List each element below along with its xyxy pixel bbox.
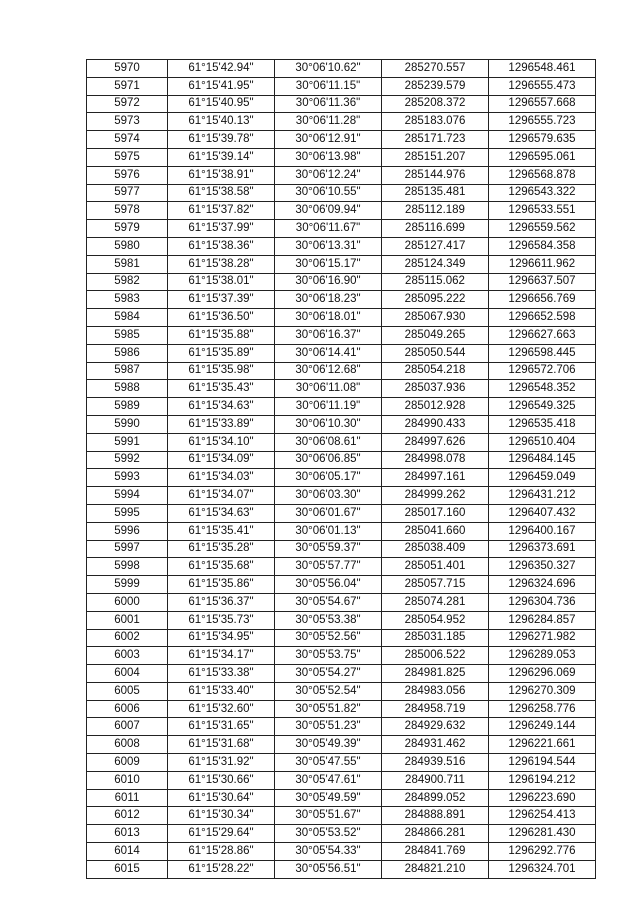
- x-coordinate-cell: 285116.699: [382, 220, 489, 238]
- latitude-cell: 61°15'28.86": [168, 843, 275, 861]
- latitude-cell: 61°15'42.94": [168, 60, 275, 78]
- point-number-cell: 5984: [87, 309, 168, 327]
- y-coordinate-cell: 1296304.736: [489, 593, 596, 611]
- latitude-cell: 61°15'39.14": [168, 148, 275, 166]
- longitude-cell: 30°06'16.37": [275, 326, 382, 344]
- table-row: [87, 220, 596, 238]
- y-coordinate-cell: 1296510.404: [489, 433, 596, 451]
- y-coordinate-cell: 1296281.430: [489, 825, 596, 843]
- point-number-cell: 6011: [87, 789, 168, 807]
- longitude-cell: 30°05'53.52": [275, 825, 382, 843]
- longitude-cell: 30°06'10.30": [275, 415, 382, 433]
- y-coordinate-cell: 1296407.432: [489, 504, 596, 522]
- point-number-cell: 5970: [87, 60, 168, 78]
- point-number-cell: 5988: [87, 380, 168, 398]
- table-row: [87, 166, 596, 184]
- latitude-cell: 61°15'34.09": [168, 451, 275, 469]
- point-number-cell: 5974: [87, 131, 168, 149]
- longitude-cell: 30°06'11.36": [275, 95, 382, 113]
- x-coordinate-cell: 285050.544: [382, 344, 489, 362]
- table-row: [87, 309, 596, 327]
- latitude-cell: 61°15'31.65": [168, 718, 275, 736]
- point-number-cell: 5989: [87, 398, 168, 416]
- table-row: [87, 415, 596, 433]
- table-row: [87, 77, 596, 95]
- latitude-cell: 61°15'34.63": [168, 504, 275, 522]
- table-row: [87, 451, 596, 469]
- point-number-cell: 5994: [87, 487, 168, 505]
- table-row: [87, 344, 596, 362]
- x-coordinate-cell: 284990.433: [382, 415, 489, 433]
- longitude-cell: 30°05'57.77": [275, 558, 382, 576]
- x-coordinate-cell: 285038.409: [382, 540, 489, 558]
- point-number-cell: 6000: [87, 593, 168, 611]
- longitude-cell: 30°06'12.91": [275, 131, 382, 149]
- point-number-cell: 6010: [87, 771, 168, 789]
- table-row: [87, 380, 596, 398]
- y-coordinate-cell: 1296611.962: [489, 255, 596, 273]
- table-row: [87, 860, 596, 878]
- longitude-cell: 30°06'08.61": [275, 433, 382, 451]
- y-coordinate-cell: 1296254.413: [489, 807, 596, 825]
- latitude-cell: 61°15'38.28": [168, 255, 275, 273]
- point-number-cell: 5992: [87, 451, 168, 469]
- point-number-cell: 5990: [87, 415, 168, 433]
- y-coordinate-cell: 1296557.668: [489, 95, 596, 113]
- x-coordinate-cell: 285208.372: [382, 95, 489, 113]
- latitude-cell: 61°15'33.89": [168, 415, 275, 433]
- table-row: [87, 362, 596, 380]
- y-coordinate-cell: 1296656.769: [489, 291, 596, 309]
- x-coordinate-cell: 284998.078: [382, 451, 489, 469]
- longitude-cell: 30°06'09.94": [275, 202, 382, 220]
- table-row: [87, 558, 596, 576]
- y-coordinate-cell: 1296324.696: [489, 576, 596, 594]
- table-row: [87, 469, 596, 487]
- point-number-cell: 6012: [87, 807, 168, 825]
- table-row: [87, 647, 596, 665]
- y-coordinate-cell: 1296637.507: [489, 273, 596, 291]
- latitude-cell: 61°15'39.78": [168, 131, 275, 149]
- longitude-cell: 30°06'18.23": [275, 291, 382, 309]
- y-coordinate-cell: 1296535.418: [489, 415, 596, 433]
- x-coordinate-cell: 285239.579: [382, 77, 489, 95]
- point-number-cell: 6006: [87, 700, 168, 718]
- latitude-cell: 61°15'36.37": [168, 593, 275, 611]
- table-row: [87, 825, 596, 843]
- latitude-cell: 61°15'30.66": [168, 771, 275, 789]
- longitude-cell: 30°06'11.28": [275, 113, 382, 131]
- y-coordinate-cell: 1296194.212: [489, 771, 596, 789]
- table-row: [87, 682, 596, 700]
- latitude-cell: 61°15'33.38": [168, 665, 275, 683]
- longitude-cell: 30°06'01.67": [275, 504, 382, 522]
- y-coordinate-cell: 1296296.069: [489, 665, 596, 683]
- x-coordinate-cell: 284899.052: [382, 789, 489, 807]
- point-number-cell: 5996: [87, 522, 168, 540]
- point-number-cell: 5983: [87, 291, 168, 309]
- latitude-cell: 61°15'41.95": [168, 77, 275, 95]
- x-coordinate-cell: 285095.222: [382, 291, 489, 309]
- longitude-cell: 30°05'56.04": [275, 576, 382, 594]
- latitude-cell: 61°15'38.01": [168, 273, 275, 291]
- x-coordinate-cell: 285017.160: [382, 504, 489, 522]
- latitude-cell: 61°15'35.86": [168, 576, 275, 594]
- x-coordinate-cell: 284997.626: [382, 433, 489, 451]
- x-coordinate-cell: 285144.976: [382, 166, 489, 184]
- x-coordinate-cell: 285115.062: [382, 273, 489, 291]
- point-number-cell: 5971: [87, 77, 168, 95]
- longitude-cell: 30°06'14.41": [275, 344, 382, 362]
- point-number-cell: 6007: [87, 718, 168, 736]
- point-number-cell: 5998: [87, 558, 168, 576]
- table-row: [87, 611, 596, 629]
- latitude-cell: 61°15'35.43": [168, 380, 275, 398]
- y-coordinate-cell: 1296373.691: [489, 540, 596, 558]
- y-coordinate-cell: 1296555.473: [489, 77, 596, 95]
- latitude-cell: 61°15'34.95": [168, 629, 275, 647]
- table-row: [87, 700, 596, 718]
- longitude-cell: 30°05'54.27": [275, 665, 382, 683]
- y-coordinate-cell: 1296543.322: [489, 184, 596, 202]
- x-coordinate-cell: 284866.281: [382, 825, 489, 843]
- x-coordinate-cell: 285006.522: [382, 647, 489, 665]
- table-row: [87, 326, 596, 344]
- y-coordinate-cell: 1296270.309: [489, 682, 596, 700]
- longitude-cell: 30°05'59.37": [275, 540, 382, 558]
- x-coordinate-cell: 285031.185: [382, 629, 489, 647]
- x-coordinate-cell: 284929.632: [382, 718, 489, 736]
- latitude-cell: 61°15'38.58": [168, 184, 275, 202]
- table-row: [87, 202, 596, 220]
- latitude-cell: 61°15'31.68": [168, 736, 275, 754]
- point-number-cell: 5999: [87, 576, 168, 594]
- y-coordinate-cell: 1296555.723: [489, 113, 596, 131]
- x-coordinate-cell: 284888.891: [382, 807, 489, 825]
- latitude-cell: 61°15'35.88": [168, 326, 275, 344]
- y-coordinate-cell: 1296271.982: [489, 629, 596, 647]
- y-coordinate-cell: 1296223.690: [489, 789, 596, 807]
- point-number-cell: 5976: [87, 166, 168, 184]
- table-row: [87, 60, 596, 78]
- point-number-cell: 5973: [87, 113, 168, 131]
- latitude-cell: 61°15'38.91": [168, 166, 275, 184]
- latitude-cell: 61°15'35.89": [168, 344, 275, 362]
- x-coordinate-cell: 284939.516: [382, 754, 489, 772]
- x-coordinate-cell: 285067.930: [382, 309, 489, 327]
- longitude-cell: 30°06'03.30": [275, 487, 382, 505]
- table-row: [87, 736, 596, 754]
- x-coordinate-cell: 285127.417: [382, 237, 489, 255]
- coordinates-table-body: [87, 60, 596, 879]
- y-coordinate-cell: 1296548.352: [489, 380, 596, 398]
- x-coordinate-cell: 285074.281: [382, 593, 489, 611]
- table-row: [87, 398, 596, 416]
- x-coordinate-cell: 285054.218: [382, 362, 489, 380]
- x-coordinate-cell: 285151.207: [382, 148, 489, 166]
- point-number-cell: 6015: [87, 860, 168, 878]
- point-number-cell: 6004: [87, 665, 168, 683]
- table-row: [87, 629, 596, 647]
- point-number-cell: 5995: [87, 504, 168, 522]
- table-row: [87, 843, 596, 861]
- point-number-cell: 5972: [87, 95, 168, 113]
- y-coordinate-cell: 1296568.878: [489, 166, 596, 184]
- x-coordinate-cell: 285183.076: [382, 113, 489, 131]
- x-coordinate-cell: 285049.265: [382, 326, 489, 344]
- y-coordinate-cell: 1296584.358: [489, 237, 596, 255]
- latitude-cell: 61°15'37.99": [168, 220, 275, 238]
- table-row: [87, 237, 596, 255]
- point-number-cell: 5985: [87, 326, 168, 344]
- table-row: [87, 522, 596, 540]
- longitude-cell: 30°06'10.62": [275, 60, 382, 78]
- latitude-cell: 61°15'33.40": [168, 682, 275, 700]
- x-coordinate-cell: 284900.711: [382, 771, 489, 789]
- x-coordinate-cell: 285171.723: [382, 131, 489, 149]
- latitude-cell: 61°15'32.60": [168, 700, 275, 718]
- latitude-cell: 61°15'36.50": [168, 309, 275, 327]
- y-coordinate-cell: 1296652.598: [489, 309, 596, 327]
- x-coordinate-cell: 285112.189: [382, 202, 489, 220]
- latitude-cell: 61°15'29.64": [168, 825, 275, 843]
- longitude-cell: 30°05'47.61": [275, 771, 382, 789]
- x-coordinate-cell: 285037.936: [382, 380, 489, 398]
- coordinates-table: [86, 59, 596, 879]
- y-coordinate-cell: 1296194.544: [489, 754, 596, 772]
- x-coordinate-cell: 284931.462: [382, 736, 489, 754]
- x-coordinate-cell: 284958.719: [382, 700, 489, 718]
- latitude-cell: 61°15'37.82": [168, 202, 275, 220]
- latitude-cell: 61°15'31.92": [168, 754, 275, 772]
- x-coordinate-cell: 284999.262: [382, 487, 489, 505]
- y-coordinate-cell: 1296431.212: [489, 487, 596, 505]
- longitude-cell: 30°06'13.98": [275, 148, 382, 166]
- table-row: [87, 148, 596, 166]
- longitude-cell: 30°05'51.67": [275, 807, 382, 825]
- x-coordinate-cell: 284981.825: [382, 665, 489, 683]
- x-coordinate-cell: 285051.401: [382, 558, 489, 576]
- table-row: [87, 789, 596, 807]
- latitude-cell: 61°15'40.95": [168, 95, 275, 113]
- table-row: [87, 487, 596, 505]
- y-coordinate-cell: 1296548.461: [489, 60, 596, 78]
- point-number-cell: 5982: [87, 273, 168, 291]
- table-row: [87, 291, 596, 309]
- latitude-cell: 61°15'35.98": [168, 362, 275, 380]
- longitude-cell: 30°05'56.51": [275, 860, 382, 878]
- table-row: [87, 255, 596, 273]
- y-coordinate-cell: 1296484.145: [489, 451, 596, 469]
- y-coordinate-cell: 1296249.144: [489, 718, 596, 736]
- table-row: [87, 807, 596, 825]
- table-row: [87, 718, 596, 736]
- y-coordinate-cell: 1296350.327: [489, 558, 596, 576]
- x-coordinate-cell: 285057.715: [382, 576, 489, 594]
- x-coordinate-cell: 284997.161: [382, 469, 489, 487]
- longitude-cell: 30°05'53.75": [275, 647, 382, 665]
- y-coordinate-cell: 1296400.167: [489, 522, 596, 540]
- point-number-cell: 5993: [87, 469, 168, 487]
- point-number-cell: 6005: [87, 682, 168, 700]
- y-coordinate-cell: 1296559.562: [489, 220, 596, 238]
- longitude-cell: 30°06'11.08": [275, 380, 382, 398]
- table-row: [87, 273, 596, 291]
- point-number-cell: 5979: [87, 220, 168, 238]
- point-number-cell: 6002: [87, 629, 168, 647]
- latitude-cell: 61°15'35.73": [168, 611, 275, 629]
- point-number-cell: 5980: [87, 237, 168, 255]
- point-number-cell: 5991: [87, 433, 168, 451]
- table-row: [87, 754, 596, 772]
- latitude-cell: 61°15'34.10": [168, 433, 275, 451]
- longitude-cell: 30°06'06.85": [275, 451, 382, 469]
- longitude-cell: 30°06'11.67": [275, 220, 382, 238]
- table-row: [87, 665, 596, 683]
- y-coordinate-cell: 1296572.706: [489, 362, 596, 380]
- latitude-cell: 61°15'35.41": [168, 522, 275, 540]
- y-coordinate-cell: 1296459.049: [489, 469, 596, 487]
- point-number-cell: 6001: [87, 611, 168, 629]
- point-number-cell: 6014: [87, 843, 168, 861]
- y-coordinate-cell: 1296595.061: [489, 148, 596, 166]
- longitude-cell: 30°06'18.01": [275, 309, 382, 327]
- longitude-cell: 30°06'15.17": [275, 255, 382, 273]
- y-coordinate-cell: 1296292.776: [489, 843, 596, 861]
- x-coordinate-cell: 285041.660: [382, 522, 489, 540]
- table-row: [87, 504, 596, 522]
- point-number-cell: 5978: [87, 202, 168, 220]
- point-number-cell: 5987: [87, 362, 168, 380]
- latitude-cell: 61°15'30.34": [168, 807, 275, 825]
- y-coordinate-cell: 1296549.325: [489, 398, 596, 416]
- point-number-cell: 5975: [87, 148, 168, 166]
- longitude-cell: 30°05'53.38": [275, 611, 382, 629]
- point-number-cell: 6003: [87, 647, 168, 665]
- x-coordinate-cell: 284821.210: [382, 860, 489, 878]
- y-coordinate-cell: 1296579.635: [489, 131, 596, 149]
- longitude-cell: 30°05'54.33": [275, 843, 382, 861]
- latitude-cell: 61°15'34.03": [168, 469, 275, 487]
- latitude-cell: 61°15'35.68": [168, 558, 275, 576]
- y-coordinate-cell: 1296289.053: [489, 647, 596, 665]
- longitude-cell: 30°05'52.54": [275, 682, 382, 700]
- point-number-cell: 6009: [87, 754, 168, 772]
- longitude-cell: 30°06'12.68": [275, 362, 382, 380]
- point-number-cell: 5997: [87, 540, 168, 558]
- latitude-cell: 61°15'30.64": [168, 789, 275, 807]
- point-number-cell: 6008: [87, 736, 168, 754]
- longitude-cell: 30°05'49.59": [275, 789, 382, 807]
- point-number-cell: 5981: [87, 255, 168, 273]
- x-coordinate-cell: 285054.952: [382, 611, 489, 629]
- y-coordinate-cell: 1296324.701: [489, 860, 596, 878]
- point-number-cell: 6013: [87, 825, 168, 843]
- table-row: [87, 540, 596, 558]
- latitude-cell: 61°15'28.22": [168, 860, 275, 878]
- x-coordinate-cell: 284983.056: [382, 682, 489, 700]
- table-row: [87, 131, 596, 149]
- longitude-cell: 30°06'01.13": [275, 522, 382, 540]
- longitude-cell: 30°06'10.55": [275, 184, 382, 202]
- x-coordinate-cell: 285012.928: [382, 398, 489, 416]
- longitude-cell: 30°05'47.55": [275, 754, 382, 772]
- latitude-cell: 61°15'38.36": [168, 237, 275, 255]
- latitude-cell: 61°15'34.07": [168, 487, 275, 505]
- longitude-cell: 30°05'51.23": [275, 718, 382, 736]
- longitude-cell: 30°06'05.17": [275, 469, 382, 487]
- table-row: [87, 593, 596, 611]
- y-coordinate-cell: 1296258.776: [489, 700, 596, 718]
- x-coordinate-cell: 285124.349: [382, 255, 489, 273]
- latitude-cell: 61°15'40.13": [168, 113, 275, 131]
- x-coordinate-cell: 285270.557: [382, 60, 489, 78]
- longitude-cell: 30°05'54.67": [275, 593, 382, 611]
- longitude-cell: 30°06'11.19": [275, 398, 382, 416]
- y-coordinate-cell: 1296284.857: [489, 611, 596, 629]
- longitude-cell: 30°06'12.24": [275, 166, 382, 184]
- point-number-cell: 5986: [87, 344, 168, 362]
- x-coordinate-cell: 285135.481: [382, 184, 489, 202]
- table-row: [87, 184, 596, 202]
- latitude-cell: 61°15'34.17": [168, 647, 275, 665]
- longitude-cell: 30°06'16.90": [275, 273, 382, 291]
- y-coordinate-cell: 1296627.663: [489, 326, 596, 344]
- longitude-cell: 30°05'52.56": [275, 629, 382, 647]
- table-row: [87, 576, 596, 594]
- longitude-cell: 30°06'11.15": [275, 77, 382, 95]
- latitude-cell: 61°15'37.39": [168, 291, 275, 309]
- latitude-cell: 61°15'35.28": [168, 540, 275, 558]
- y-coordinate-cell: 1296221.661: [489, 736, 596, 754]
- y-coordinate-cell: 1296533.551: [489, 202, 596, 220]
- y-coordinate-cell: 1296598.445: [489, 344, 596, 362]
- x-coordinate-cell: 284841.769: [382, 843, 489, 861]
- table-row: [87, 433, 596, 451]
- table-row: [87, 771, 596, 789]
- table-row: [87, 95, 596, 113]
- longitude-cell: 30°06'13.31": [275, 237, 382, 255]
- latitude-cell: 61°15'34.63": [168, 398, 275, 416]
- longitude-cell: 30°05'51.82": [275, 700, 382, 718]
- longitude-cell: 30°05'49.39": [275, 736, 382, 754]
- point-number-cell: 5977: [87, 184, 168, 202]
- table-row: [87, 113, 596, 131]
